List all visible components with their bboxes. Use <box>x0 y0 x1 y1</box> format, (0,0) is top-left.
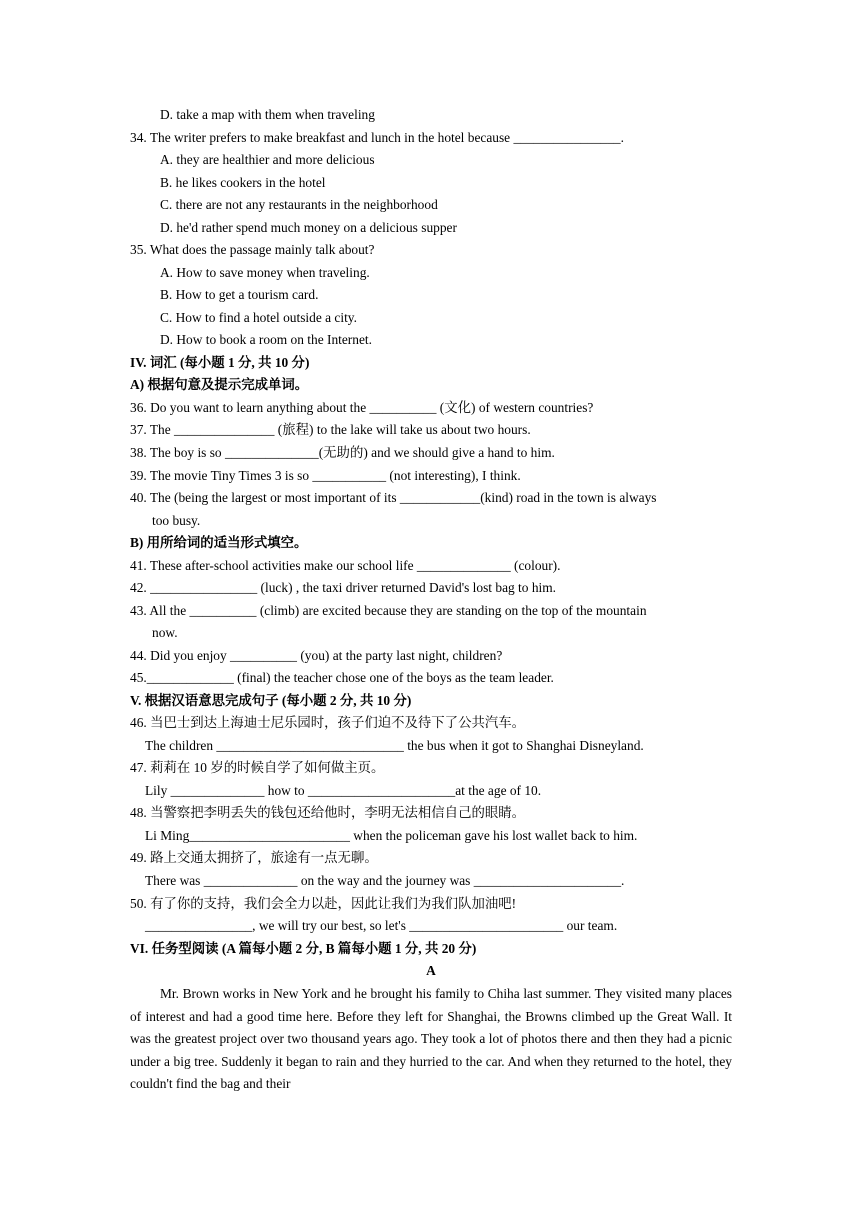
part-a-heading: A) 根据句意及提示完成单词。 <box>130 377 309 392</box>
item-37: 37. The _______________ (旅程) to the lake will take us about two hours. <box>130 422 531 437</box>
item-38: 38. The boy is so ______________(无助的) and we should give a hand to him. <box>130 445 555 460</box>
item-40-continued: too busy. <box>152 513 201 528</box>
part-b-heading: B) 用所给词的适当形式填空。 <box>130 535 308 550</box>
q35-option-b: B. How to get a tourism card. <box>160 287 319 302</box>
item-40: 40. The (being the largest or most important of its ____________(kind) road in the town is always <box>130 490 657 505</box>
q35-stem: 35. What does the passage mainly talk about? <box>130 242 375 257</box>
item-47-chinese: 47. 莉莉在 10 岁的时候自学了如何做主页。 <box>130 760 385 775</box>
q35-option-c: C. How to find a hotel outside a city. <box>160 310 357 325</box>
item-50-chinese: 50. 有了你的支持，我们会全力以赴，因此让我们为我们队加油吧! <box>130 896 517 911</box>
item-41: 41. These after-school activities make our school life ______________ (colour). <box>130 558 561 573</box>
item-36: 36. Do you want to learn anything about the __________ (文化) of western countries? <box>130 400 594 415</box>
q33-option-d: D. take a map with them when traveling <box>160 107 375 122</box>
q34-option-b: B. he likes cookers in the hotel <box>160 175 326 190</box>
q35-option-d: D. How to book a room on the Internet. <box>160 332 372 347</box>
item-46-english: The children ____________________________ the bus when it got to Shanghai Disneyland. <box>145 738 644 753</box>
passage-a-title: A <box>426 963 436 978</box>
item-46-chinese: 46. 当巴士到达上海迪士尼乐园时，孩子们迫不及待下了公共汽车。 <box>130 715 526 730</box>
item-47-english: Lily ______________ how to ______________________at the age of 10. <box>145 783 542 798</box>
section-iv-heading: IV. 词汇 (每小题 1 分, 共 10 分) <box>130 355 310 370</box>
item-42: 42. ________________ (luck) , the taxi driver returned David's lost bag to him. <box>130 580 557 595</box>
section-v-heading: V. 根据汉语意思完成句子 (每小题 2 分, 共 10 分) <box>130 693 412 708</box>
item-48-english: Li Ming________________________ when the policeman gave his lost wallet back to him. <box>145 828 638 843</box>
q34-option-d: D. he'd rather spend much money on a delicious supper <box>160 220 457 235</box>
item-48-chinese: 48. 当警察把李明丢失的钱包还给他时，李明无法相信自己的眼睛。 <box>130 805 526 820</box>
item-49-english: There was ______________ on the way and the journey was ______________________. <box>145 873 625 888</box>
item-45: 45._____________ (final) the teacher chose one of the boys as the team leader. <box>130 670 554 685</box>
section-vi-heading: VI. 任务型阅读 (A 篇每小题 2 分, B 篇每小题 1 分, 共 20 分) <box>130 941 477 956</box>
item-49-chinese: 49. 路上交通太拥挤了，旅途有一点无聊。 <box>130 850 378 865</box>
item-44: 44. Did you enjoy __________ (you) at the party last night, children? <box>130 648 503 663</box>
q35-option-a: A. How to save money when traveling. <box>160 265 370 280</box>
item-50-english: ________________, we will try our best, so let's _______________________ our team. <box>145 918 618 933</box>
item-39: 39. The movie Tiny Times 3 is so ___________ (not interesting), I think. <box>130 468 521 483</box>
passage-a-text: Mr. Brown works in New York and he brought his family to Chiha last summer. They visited many places of interest and had a good time here. Before they left for Shanghai, the Browns climbed up the Great Wall. It was the greatest project over two thousand years ago. They took a lot of photos there and then they had a picnic under a big tree. Suddenly it began to rain and they hurried to the car. And when they returned to the hotel, they couldn't find the bag and their <box>130 986 732 1092</box>
item-43: 43. All the __________ (climb) are excited because they are standing on the top of the mountain <box>130 603 647 618</box>
q34-option-a: A. they are healthier and more delicious <box>160 152 375 167</box>
item-43-continued: now. <box>152 625 178 640</box>
q34-option-c: C. there are not any restaurants in the neighborhood <box>160 197 438 212</box>
q34-stem: 34. The writer prefers to make breakfast and lunch in the hotel because ________________. <box>130 130 624 145</box>
